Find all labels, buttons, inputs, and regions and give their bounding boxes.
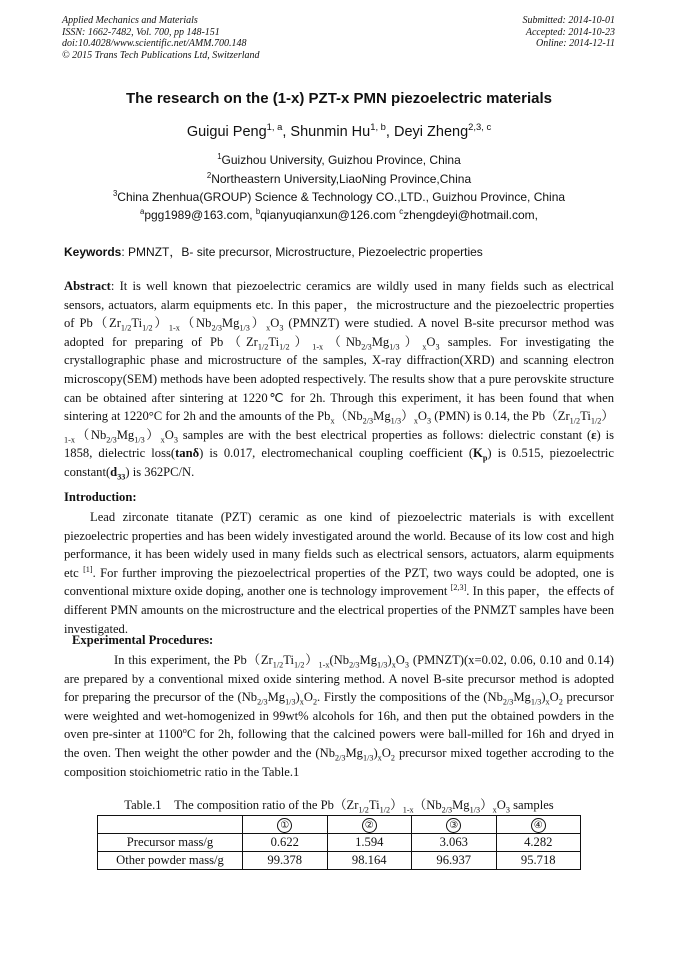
email-line <box>0 208 678 222</box>
author-list: Guigui Peng$^{1, a}$, Shunmin Hu$^{1, b}$, Deyi Zheng$^{2,3, c}$ <box>186 121 492 140</box>
author-name: Shunmin Hu <box>290 124 371 140</box>
copyright-line: © 2015 Trans Tech Publications Ltd, Switzerland <box>62 49 260 61</box>
email-text: zhengdeyi@hotmail.com, <box>403 208 539 222</box>
email-mark: a <box>139 207 145 216</box>
email-text: pgg1989@163.com, <box>144 208 256 222</box>
table-column-header <box>243 816 328 834</box>
affiliation-mark: 1 <box>217 152 222 161</box>
author-name: Guigui Peng <box>186 124 267 140</box>
introduction-heading: Introduction: <box>64 490 137 504</box>
author-affiliation-mark: 2,3, c <box>468 121 492 133</box>
journal-name: Applied Mechanics and Materials <box>62 15 198 26</box>
experimental-heading: Experimental Procedures: <box>72 633 214 647</box>
affiliation-1 <box>0 153 678 167</box>
accepted-date: Accepted: 2014-10-23 <box>525 26 615 38</box>
affiliation-mark: 2 <box>206 171 212 180</box>
email-mark: c <box>399 207 404 216</box>
table-cell: 4.282 <box>496 834 581 852</box>
email-mark: b <box>255 207 261 216</box>
table-caption: Table.1 The composition ratio of the $Pb(Zr_{1/2}Ti_{1/2})_{1-x}(Nb_{2/3}Mg_{1/3})_xO_3$ samples <box>124 798 554 815</box>
composition-table <box>97 815 581 870</box>
affiliation-text: Northeastern University,LiaoNing Province,China <box>211 172 472 186</box>
table-column-header <box>327 816 412 834</box>
keywords-label: Keywords <box>64 245 122 259</box>
abstract-label: Abstract <box>64 279 111 293</box>
table-cell: 0.622 <box>243 834 328 852</box>
author-affiliation-mark: 1, a <box>266 121 283 133</box>
email-text: qianyuqianxun@126.com <box>260 208 400 222</box>
dates-header <box>523 15 616 50</box>
table-cell: 3.063 <box>412 834 497 852</box>
author-name: Deyi Zheng <box>393 124 469 140</box>
circled-number: ④ <box>531 818 546 833</box>
doi-line: doi:10.4028/www.scientific.net/AMM.700.148 <box>62 38 247 49</box>
table-column-header <box>412 816 497 834</box>
paper-title: The research on the (1-x) PZT-x PMN piezoelectric materials <box>126 90 552 107</box>
experimental-paragraph: In this experiment, the $Pb(Zr_{1/2}Ti_{1/2})_{1-x}(Nb_{2/3}Mg_{1/3})_xO_3$ (PMNZT)(x=0.02, 0.06, 0.10 and 0.14) are prepared by a conventional mixed oxide sintering method. A novel B-site precursor method is adopted for preparing the precursor of the $(Nb_{2/3}Mg_{1/3})_xO_2$. Firstly the compositions of the $(Nb_{2/3}Mg_{1/3})_xO_2$ precursor were weighted and wet-homogenized in 99wt% alcohols for 16h, and then put the obtained powders in the oven pre-sinter at 1100$^o$C for 2h, following that the calcined powers were ball-milled for 16h and dryed in the oven. Then weight the other powder and the $(Nb_{2/3}Mg_{1/3})_xO_2$ precursor mixed together accroding to the composition stoichiometric ratio in the Table.1 <box>64 653 614 779</box>
table-corner-cell <box>98 816 243 834</box>
table-cell: 96.937 <box>412 852 497 870</box>
affiliation-2 <box>0 172 678 186</box>
table-row <box>98 852 581 870</box>
online-date: Online: 2014-12-11 <box>536 38 615 49</box>
table-cell: 95.718 <box>496 852 581 870</box>
introduction-paragraph: Lead zirconate titanate (PZT) ceramic as one kind of piezoelectric materials is with excellent piezoelectric properties and has been widely investigated around the world. Because of its low cost and high performance, it has been widely used in many fields such as electrical sensors, actuators, alarm equipments etc [1]. For further improving the piezoelectrical properties of the PZT, two ways could be adopted, one is conventional mixture oxide doping, another one is technology improvement [2,3]. In this paper，the effects of different PMN amounts on the microstructure and the electrical properties of the PNMZT samples have been investigated. <box>64 510 615 636</box>
journal-header <box>62 15 260 61</box>
table-header-row <box>98 816 581 834</box>
author-affiliation-mark: 1, b <box>370 121 386 133</box>
keywords-text: : PMNZT，B- site precursor, Microstructure, Piezoelectric properties <box>121 245 483 259</box>
affiliation-text: Guizhou University, Guizhou Province, China <box>221 153 461 167</box>
keywords-line <box>64 243 483 260</box>
circled-number: ① <box>277 818 292 833</box>
issn-line: ISSN: 1662-7482, Vol. 700, pp 148-151 <box>62 26 220 38</box>
table-row <box>98 834 581 852</box>
affiliation-mark: 3 <box>112 189 118 198</box>
table-cell: 98.164 <box>327 852 412 870</box>
submitted-date: Submitted: 2014-10-01 <box>522 15 615 26</box>
table-cell: 99.378 <box>243 852 328 870</box>
table-column-header <box>496 816 581 834</box>
circled-number: ③ <box>446 818 461 833</box>
affiliation-3 <box>0 190 678 204</box>
abstract-paragraph: Abstract: It is well known that piezoelectric ceramics are wildly used in many fields such as electrical sensors, actuators, alarm equipments etc. In this paper，the microstructure and the piezoelectric properties of $Pb(Zr_{1/2}Ti_{1/2})_{1-x}(Nb_{2/3}Mg_{1/3})_xO_3$ (PMNZT) were studied. A novel B-site precursor method was adopted for preparing of $Pb(Zr_{1/2}Ti_{1/2})_{1-x}(Nb_{2/3}Mg_{1/3})_xO_3$ samples. For investigating the crystallographic phase and microstructure of the samples, X-ray diffraction(XRD) and scanning electron microscopy(SEM) methods have been adopted respectively. The results show that a pure perovskite structure can be obtained after sintering at 1220℃ for 2h. Through this experiment, it has been found that when sintering at 1220°C for 2h and the amounts of the $Pb_x(Nb_{2/3}Mg_{1/3})_xO_3$ (PMN) is 0.14, the $Pb(Zr_{1/2}Ti_{1/2})_{1-x}(Nb_{2/3}Mg_{1/3})_xO_3$ samples are with the best electrical properties as follows: dielectric constant (ε) is 1858, dielectric loss(tanδ) is 0.017, electromechanical coupling coefficient $(K_p)$ is 0.515, piezoelectric $constant(d_{33})$ is 362PC/N. <box>64 279 615 482</box>
affiliation-text: China Zhenhua(GROUP) Science & Technology CO.,LTD., Guizhou Province, China <box>117 190 566 204</box>
circled-number: ② <box>362 818 377 833</box>
table-row-label: Precursor mass/g <box>98 834 243 852</box>
table-row-label: Other powder mass/g <box>98 852 243 870</box>
table-cell: 1.594 <box>327 834 412 852</box>
